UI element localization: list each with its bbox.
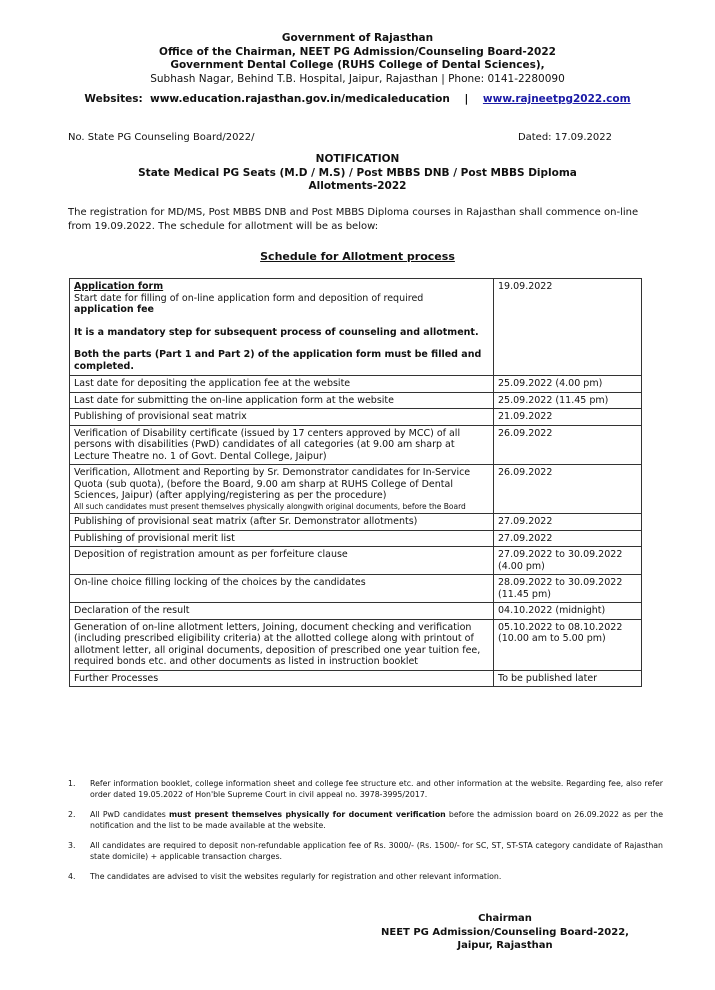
event-cell: Publishing of provisional seat matrix — [70, 409, 494, 426]
table-row — [70, 425, 642, 465]
application-form-parts: Both the parts (Part 1 and Part 2) of the application form must be filled and completed. — [74, 349, 482, 372]
date-cell: 26.09.2022 — [494, 425, 642, 465]
note-number: 3. — [68, 841, 76, 850]
website-separator: | — [464, 93, 469, 105]
notification-heading-block — [0, 153, 715, 194]
date-cell: 21.09.2022 — [494, 409, 642, 426]
signatory-title: Chairman — [478, 913, 532, 924]
table-row — [70, 376, 642, 393]
event-cell: Publishing of provisional merit list — [70, 530, 494, 547]
signatory-board: NEET PG Admission/Counseling Board-2022, — [381, 926, 629, 938]
event-cell: Deposition of registration amount as per forfeiture clause — [70, 547, 494, 575]
notification-date: Dated: 17.09.2022 — [517, 132, 612, 143]
letterhead — [0, 32, 715, 86]
note-number: 1. — [68, 779, 76, 788]
event-cell: Last date for submitting the on-line application form at the website — [70, 392, 494, 409]
list-item — [68, 841, 663, 862]
note-text: All PwD candidates must present themselves physically for document verification before the admission board on 26.09.2022 as per the notification and the list to be made available at the website. — [90, 810, 663, 830]
reference-line — [68, 132, 612, 143]
table-row — [70, 465, 642, 514]
date-cell: 27.09.2022 — [494, 514, 642, 531]
list-item — [68, 872, 663, 883]
table-row — [70, 530, 642, 547]
schedule-title: Schedule for Allotment process — [260, 250, 455, 263]
note-text: Refer information booklet, college information sheet and college fee structure etc. and other information at the website. Regarding fee, also refer order dated 19.05.2022 of Hon'ble Supreme Court in civil appeal no. 3978-3995/2017. — [90, 779, 663, 799]
website-link-rajneetpg[interactable]: www.rajneetpg2022.com — [482, 93, 631, 105]
event-cell: Verification of Disability certificate (issued by 17 centers approved by MCC) of all persons with disabilities (PwD) candidates of all categories (at 9.00 am sharp at Lecture Theatre no. 1 of Govt. Dental College, Jaipur) — [70, 425, 494, 465]
event-cell: Declaration of the result — [70, 603, 494, 620]
date-cell: 27.09.2022 to 30.09.2022 (4.00 pm) — [494, 547, 642, 575]
table-row — [70, 547, 642, 575]
application-form-start: Start date for filling of on-line application form and deposition of required application fee — [74, 292, 424, 315]
event-cell: Publishing of provisional seat matrix (after Sr. Demonstrator allotments) — [70, 514, 494, 531]
note-text: All candidates are required to deposit non-refundable application fee of Rs. 3000/- (Rs. 1500/- for SC, ST, ST-STA category candidate of Rajasthan state domicile) + applicable transaction charges. — [90, 841, 663, 861]
date-cell: 26.09.2022 — [494, 465, 642, 514]
event-cell: On-line choice filling locking of the choices by the candidates — [70, 575, 494, 603]
date-cell: 19.09.2022 — [494, 279, 642, 376]
table-row — [70, 514, 642, 531]
event-cell — [70, 279, 494, 376]
table-row — [70, 603, 642, 620]
signature-block — [370, 912, 640, 953]
event-cell — [70, 465, 494, 514]
date-cell: 05.10.2022 to 08.10.2022 (10.00 am to 5.00 pm) — [494, 619, 642, 670]
signatory-location: Jaipur, Rajasthan — [457, 940, 553, 951]
event-text: Verification, Allotment and Reporting by Sr. Demonstrator candidates for In-Service Quota (sub quota), (before the Board, 9.00 am sharp at RUHS College of Dental Sciences, Jaipur) (after applying/registering as per the procedure) — [74, 467, 471, 501]
table-row — [70, 392, 642, 409]
application-form-title: Application form — [74, 281, 164, 292]
college-line: Government Dental College (RUHS College of Dental Sciences), — [170, 59, 545, 71]
table-row — [70, 619, 642, 670]
website-link-education[interactable]: www.education.rajasthan.gov.in/medicaleducation — [150, 93, 450, 105]
event-cell: Generation of on-line allotment letters, Joining, document checking and verification (including prescribed eligibility criteria) at the allotted college along with printout of allotment letter, all original documents, deposition of prescribed one year tuition fee, required bonds etc. and other documents as listed in instruction booklet — [70, 619, 494, 670]
table-row — [70, 409, 642, 426]
reference-number: No. State PG Counseling Board/2022/ — [68, 132, 255, 143]
table-row — [70, 670, 642, 687]
date-cell: 28.09.2022 to 30.09.2022 (11.45 pm) — [494, 575, 642, 603]
date-cell: 27.09.2022 — [494, 530, 642, 547]
note-number: 4. — [68, 872, 76, 881]
intro-paragraph: The registration for MD/MS, Post MBBS DNB and Post MBBS Diploma courses in Rajasthan shall commence on-line from 19.09.2022. The schedule for allotment will be as below: — [68, 207, 639, 232]
govt-line: Government of Rajasthan — [281, 32, 434, 44]
notification-title-line2: Allotments-2022 — [308, 180, 407, 192]
schedule-table — [69, 278, 642, 687]
date-cell: 25.09.2022 (11.45 pm) — [494, 392, 642, 409]
list-item — [68, 779, 663, 800]
note-number: 2. — [68, 810, 76, 819]
event-cell: Further Processes — [70, 670, 494, 687]
table-row — [70, 575, 642, 603]
date-cell: To be published later — [494, 670, 642, 687]
office-line: Office of the Chairman, NEET PG Admission/Counseling Board-2022 — [159, 45, 556, 58]
table-row — [70, 279, 642, 376]
websites-label: Websites: — [84, 93, 143, 105]
note-text: The candidates are advised to visit the websites regularly for registration and other relevant information. — [90, 872, 502, 881]
application-form-mandatory: It is a mandatory step for subsequent process of counseling and allotment. — [74, 326, 479, 338]
address-line: Subhash Nagar, Behind T.B. Hospital, Jaipur, Rajasthan | Phone: 0141-2280090 — [150, 72, 565, 85]
event-note: All such candidates must present themselves physically alongwith original documents, before the Board — [74, 501, 466, 511]
notes-list — [68, 779, 663, 893]
date-cell: 04.10.2022 (midnight) — [494, 603, 642, 620]
list-item — [68, 810, 663, 831]
notification-title-line1: State Medical PG Seats (M.D / M.S) / Post MBBS DNB / Post MBBS Diploma — [138, 166, 577, 179]
websites-line — [0, 93, 715, 105]
notification-heading: NOTIFICATION — [315, 153, 400, 165]
event-cell: Last date for depositing the application fee at the website — [70, 376, 494, 393]
date-cell: 25.09.2022 (4.00 pm) — [494, 376, 642, 393]
